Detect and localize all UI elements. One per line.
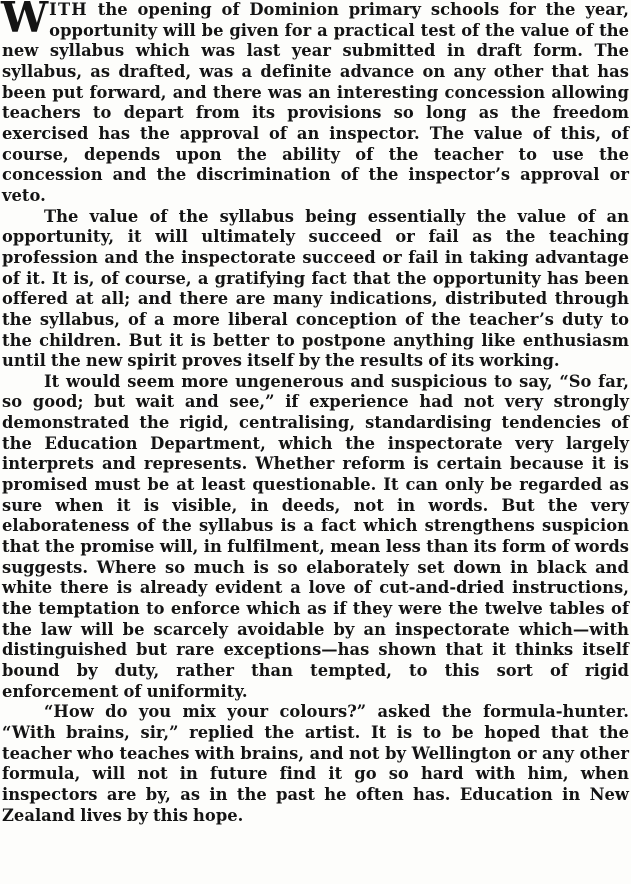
editorial-article [2, 0, 629, 826]
paragraph-1 [2, 0, 629, 207]
paragraph-4: “How do you mix your colours?” asked the formula-hunter. “With brains, sir,” replied the artist. It is to be hoped that the teacher who teaches with brains, and not by Wellington or any other formula, will not in future find it go so hard with him, when inspectors are by, as in the past he often has. Education in New Zealand lives by this hope. [2, 702, 629, 825]
paragraph-3: It would seem more ungenerous and suspicious to say, “So far, so good; but wait and see,” if experience had not very strongly demonstrated the rigid, centralising, standardising tendencies of the Education Department, which the inspectorate very largely interprets and represents. Whether reform is certain because it is promised must be at least questionable. It can only be regarded as sure when it is visible, in deeds, not in words. But the very elaborateness of the syllabus is a fact which strengthens suspicion that the promise will, in fulfilment, mean less than its form of words suggests. Where so much is so elaborately set down in black and white there is already evident a love of cut-and-dried instructions, the temptation to enforce which as if they were the twelve tables of the law will be scarcely avoidable by an inspectorate which—with distinguished but rare exceptions—has shown that it thinks itself bound by duty, rather than tempted, to this sort of rigid enforcement of uniformity. [2, 371, 629, 701]
paragraph-2: The value of the syllabus being essentially the value of an opportunity, it will ultimately succeed or fail as the teaching profession and the inspectorate succeed or fail in taking advantage of it. It is, of course, a gratifying fact that the opportunity has been offered at all; and there are many indications, distributed through the syllabus, of a more liberal conception of the teacher’s duty to the children. But it is better to postpone anything like enthusiasm until the new spirit proves itself by the results of its working. [2, 206, 629, 371]
drop-cap-letter: W [1, 0, 49, 42]
paragraph-1-text: the opening of Dominion primary schools for the year, opportunity will be given for a practical test of the value of the new syllabus which was last year submitted in draft form. The syllabus, as drafted, was a definite advance on any other that has been put forward, and there was an interesting concession allowing teachers to depart from its provisions so long as the freedom exercised has the approval of an inspector. The value of this, of course, depends upon the ability of the teacher to use the concession and the discrimination of the inspector’s approval or veto. [2, 0, 629, 205]
first-word-caps: ITH [49, 0, 88, 19]
